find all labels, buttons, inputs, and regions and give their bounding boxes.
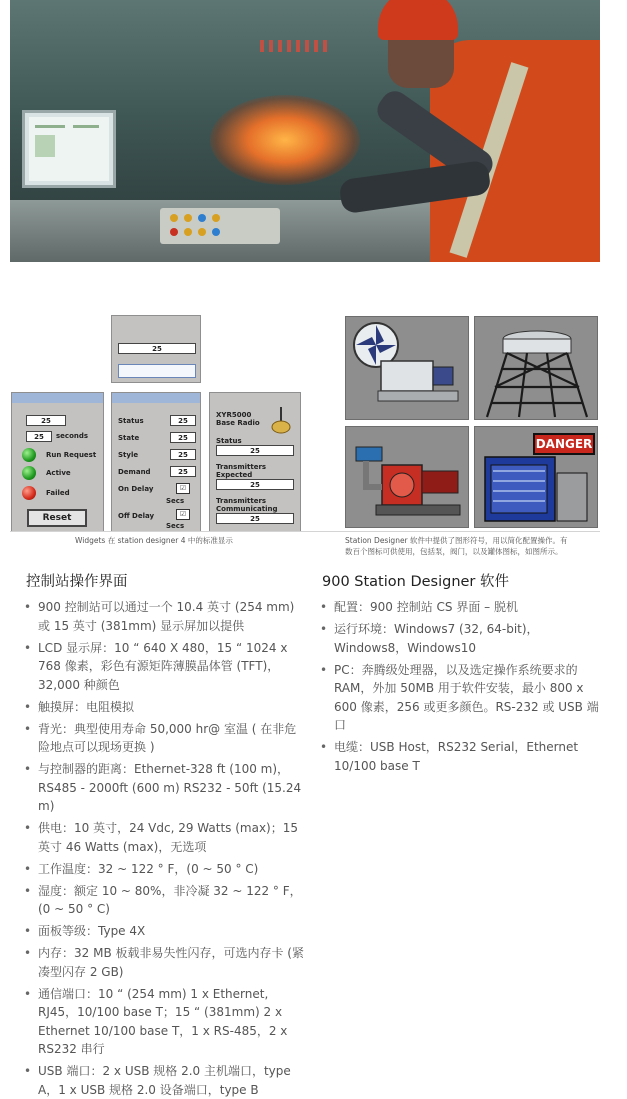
on-delay-label: On Delay [118,485,154,493]
expected-label: Transmitters [216,463,267,471]
radio-status-label: Status [216,437,242,445]
radio-title: XYR5000 [216,411,252,419]
widgets-caption: Widgets 在 station designer 4 中的标准显示 [75,536,233,545]
widget-left-panel [11,392,104,532]
icons-caption-line: Station Designer 软件中提供了图形符号，用以简化配置操作。有 [345,536,568,545]
status-label: Status [118,417,144,425]
secs-label: Secs [166,497,185,505]
seconds-label: seconds [56,432,89,440]
button-panel [160,208,280,244]
fan-motor-tile [345,316,469,420]
spec-item: • PC：奔腾级处理器，以及选定操作系统要求的 RAM，外加 50MB 用于软件安装，最小 800 x 600 像素，256 或更多颜色。RS-232 或 USB 端口 [318,661,602,735]
secs-label: Secs [166,522,185,530]
spec-item: • USB 端口：2 x USB 规格 2.0 主机端口，type A，1 x USB 规格 2.0 设备端口，type B [22,1062,306,1099]
danger-sign: DANGER [533,433,595,455]
widget-value: 25 [118,343,196,354]
style-value: 25 [170,449,196,460]
expected-label-2: Expected [216,471,253,479]
furnace-glow [210,95,360,185]
pump-tile [345,426,469,528]
reset-button: Reset [27,509,87,527]
run-request-led-icon [22,448,36,462]
water-tower-icon [475,317,598,420]
section-title: 控制站操作界面 [26,574,128,590]
status-value: 25 [170,415,196,426]
hero-photo [10,0,600,262]
on-delay-checkbox: ☑ [176,483,190,494]
expected-value: 25 [216,479,294,490]
spec-item: • 内存：32 MB 板载非易失性闪存，可选内存卡 (紧凑型闪存 2 GB) [22,944,306,981]
spec-item: • 通信端口：10 “ (254 mm) 1 x Ethernet, RJ45，10/100 base T；15 “ (381mm) 2 x Ethernet 10/100 base T，1 x RS-485，2 x RS232 串行 [22,985,306,1059]
section-title: 900 Station Designer 软件 [322,574,509,590]
antenna-icon [270,405,292,435]
state-label: State [118,434,140,442]
spec-item: • 运行环境：Windows7 (32, 64-bit)，Windows8，Windows10 [318,620,602,657]
off-delay-label: Off Delay [118,512,155,520]
spec-item: • LCD 显示屏：10 “ 640 X 480，15 “ 1024 x 768 像素，彩色有源矩阵薄膜晶体管 (TFT)，32,000 种颜色 [22,639,306,695]
fan-icon [346,317,469,420]
widget-top-panel [111,315,201,383]
indicator-lights [260,40,330,52]
radio-subtitle: Base Radio [216,419,260,427]
spec-item: • 背光：典型使用寿命 50,000 hr@ 室温 ( 在非危险地点可以现场更换 ) [22,720,306,757]
communicating-label-2: Communicating [216,505,278,513]
spec-item: • 900 控制站可以通过一个 10.4 英寸 (254 mm) 或 15 英寸 (381mm) 显示屏加以提供 [22,598,306,635]
off-delay-checkbox: ☑ [176,509,190,520]
failed-label: Failed [46,489,70,497]
widget-field: 25 [26,431,52,442]
widget-field: 25 [26,415,66,426]
spec-item: • 与控制器的距离：Ethernet-328 ft (100 m)，RS485 - 2000ft (600 m) RS232 - 50ft (15.24 m) [22,760,306,816]
control-monitor [22,110,116,188]
spec-item: • 供电：10 英寸，24 Vdc, 29 Watts (max)；15 英寸 46 Watts (max)，无选项 [22,819,306,856]
pump-icon [346,427,469,528]
software-spec-list [318,598,602,779]
danger-tile [474,426,598,528]
icons-caption [345,535,605,557]
icons-caption-line: 数百个图标可供使用，包括泵，阀门，以及罐体图标，如图所示。 [345,547,563,556]
hard-hat [378,0,458,40]
run-request-label: Run Request [46,451,97,459]
communicating-label: Transmitters [216,497,267,505]
spec-item: • 面板等级：Type 4X [22,922,306,941]
tower-tile [474,316,598,420]
widget-radio-panel [209,392,301,532]
spec-item: • 电缆：USB Host，RS232 Serial，Ethernet 10/100 base T [318,738,602,775]
active-label: Active [46,469,71,477]
widget-input [118,364,196,378]
spec-item: • 配置：900 控制站 CS 界面 – 脱机 [318,598,602,617]
spec-list [22,598,306,1099]
style-label: Style [118,451,139,459]
communicating-value: 25 [216,513,294,524]
failed-led-icon [22,486,36,500]
radio-status-value: 25 [216,445,294,456]
spec-item: • 湿度：额定 10 ~ 80%，非冷凝 32 ~ 122 ° F，(0 ~ 50 ° C) [22,882,306,919]
state-value: 25 [170,432,196,443]
active-led-icon [22,466,36,480]
demand-value: 25 [170,466,196,477]
divider [10,531,600,532]
spec-item: • 触摸屏：电阻模拟 [22,698,306,717]
widget-mid-panel [111,392,201,532]
spec-item: • 工作温度：32 ~ 122 ° F，(0 ~ 50 ° C) [22,860,306,879]
demand-label: Demand [118,468,151,476]
